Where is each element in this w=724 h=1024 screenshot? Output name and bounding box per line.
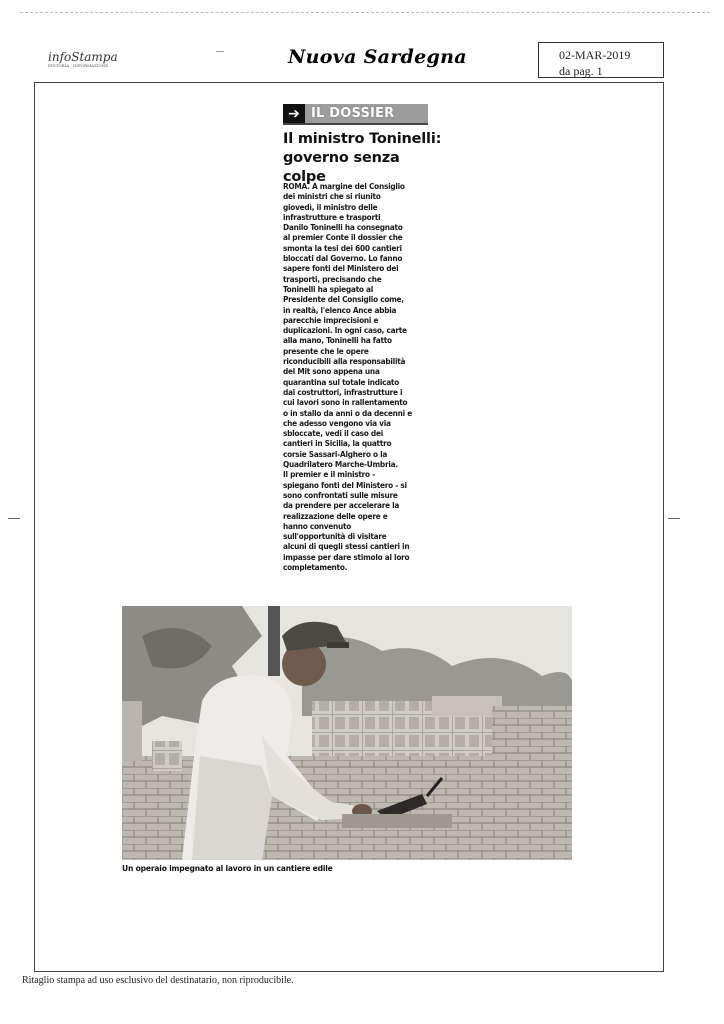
- publication-date: 02-MAR-2019: [559, 48, 631, 62]
- left-margin-mark: [8, 518, 20, 519]
- arrow-right-icon: ➔: [283, 104, 305, 123]
- article-title: [283, 130, 443, 187]
- date-box: [538, 42, 664, 78]
- article-title-line2: governo senza colpe: [283, 150, 400, 185]
- newspaper-masthead: Nuova Sardegna: [288, 46, 467, 68]
- article-title-line1: Il ministro Toninelli:: [283, 131, 442, 147]
- construction-worker-photo: [122, 606, 572, 860]
- infostampa-logo-subtitle: EDITORIA - INFORMAZIONE: [48, 63, 109, 68]
- right-margin-mark: [668, 518, 680, 519]
- infostampa-logo-text: infoStampa: [48, 50, 118, 64]
- infostampa-logo: [48, 50, 118, 68]
- footer-notice: Ritaglio stampa ad uso esclusivo del destinatario, non riproducibile.: [22, 975, 294, 986]
- section-label: IL DOSSIER: [311, 106, 395, 121]
- top-dashed-rule: [20, 12, 710, 13]
- header-dash: [216, 51, 224, 52]
- article-body: ROMA. A margine del Consiglio dei ministri che si riunito giovedì, il ministro delle infrastrutture e trasporti Danilo Toninelli ha consegnato al premier Conte il dossier che smonta la tesi dei 600 cantieri bloccati dal Governo. Lo fanno sapere fonti del Ministero dei trasporti, precisando che Toninelli ha spiegato al Presidente del Consiglio come, in realtà, l'elenco Ance abbia parecchie imprecisioni e duplicazioni. In ogni caso, carte alla mano, Toninelli ha fatto presente che le opere riconducibili alla responsabilità del Mit sono appena una quarantina sul totale indicato dai costruttori, infrastrutture i cui lavori sono in rallentamento o in stallo da anni o da decenni e che adesso vengono via via sbloccate, vedi il caso dei cantieri in Sicilia, la quattro corsie Sassari-Alghero o la Quadrilatero Marche-Umbria. Il premier e il ministro - spiegano fonti del Ministero - si sono confrontati sulle misure da prendere per accelerare la realizzazione delle opere e hanno convenuto sull'opportunità di visitare alcuni di quegli stessi cantieri in impasse per dare stimolo al loro completamento.: [283, 181, 412, 572]
- page-reference: da pag. 1: [559, 64, 603, 78]
- photo-caption: Un operaio impegnato al lavoro in un cantiere edile: [122, 864, 333, 873]
- section-banner: [283, 104, 428, 125]
